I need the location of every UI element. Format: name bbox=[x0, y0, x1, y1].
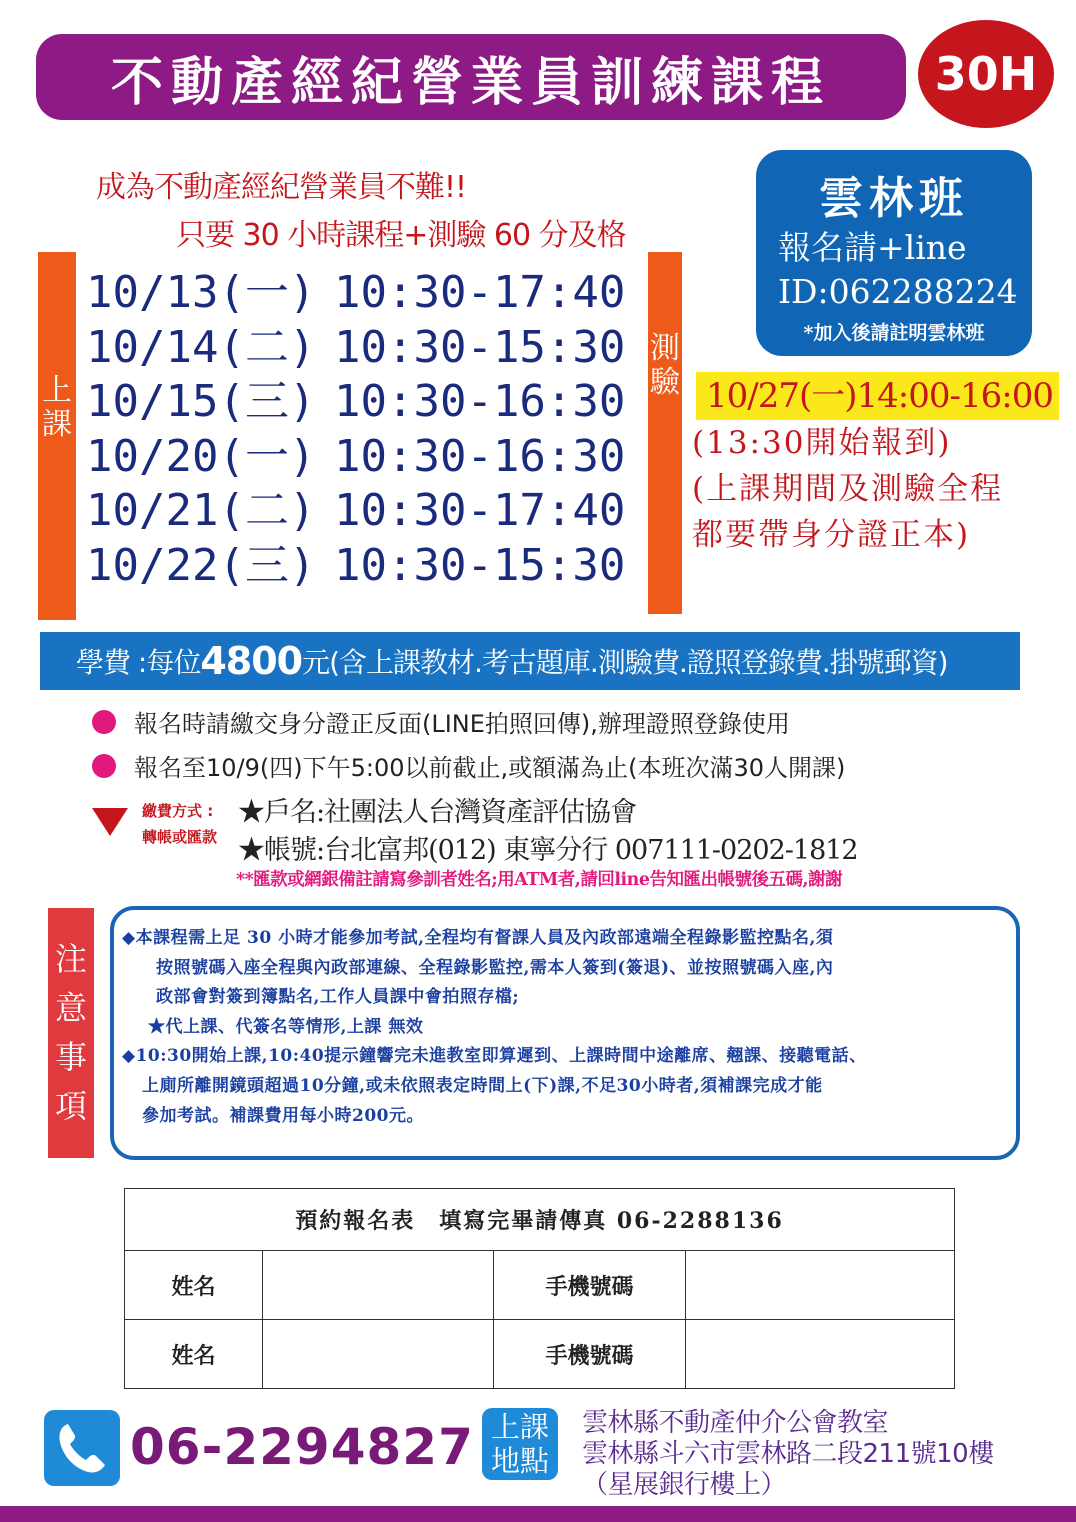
schedule-row bbox=[86, 321, 625, 376]
payment-note: **匯款或網銀備註請寫參訓者姓名;用ATM者,請回line告知匯出帳號後五碼,謝謝 bbox=[236, 870, 843, 890]
schedule-time: 10:30-16:30 bbox=[334, 376, 626, 428]
schedule-time: 10:30-17:40 bbox=[334, 267, 626, 318]
bullet-item bbox=[92, 704, 790, 739]
schedule-time: 10:30-15:30 bbox=[334, 539, 626, 591]
class-line-id: ID:062288224 bbox=[778, 272, 1018, 311]
exam-tab-char: 測 bbox=[650, 331, 680, 366]
notice-line: 按照號碼入座全程與內政部連線、全程錄影監控,需本人簽到(簽退)、並按照號碼入座,內 bbox=[156, 957, 834, 978]
location-label-line: 上課 bbox=[490, 1410, 549, 1444]
notice-line: 上廁所離開鏡頭超過10分鐘,或未依照表定時間上(下)課,不足30小時者,須補課完成才能 bbox=[142, 1075, 823, 1096]
name-label: 姓名 bbox=[125, 1251, 263, 1320]
registration-form bbox=[124, 1188, 955, 1389]
schedule-time: 10:30-17:40 bbox=[334, 485, 626, 537]
contact-phone: 06-2294827 bbox=[130, 1418, 474, 1476]
schedule-date: 10/15(三) bbox=[86, 376, 316, 428]
notice-line: ◆本課程需上足 30 小時才能參加考試,全程均有督課人員及內政部遠端全程錄影監控點名,須 bbox=[122, 928, 834, 948]
form-title: 預約報名表 填寫完畢請傳真 06-2288136 bbox=[125, 1189, 955, 1251]
schedule-time: 10:30-16:30 bbox=[334, 430, 626, 482]
name-label: 姓名 bbox=[125, 1320, 263, 1389]
address-line: 雲林縣斗六市雲林路二段211號10樓 bbox=[582, 1439, 994, 1469]
phone-field[interactable] bbox=[686, 1251, 955, 1320]
phone-icon bbox=[44, 1410, 120, 1486]
notice-tab bbox=[48, 908, 94, 1158]
phone-label: 手機號碼 bbox=[494, 1320, 686, 1389]
class-info-box bbox=[756, 150, 1032, 356]
schedule-list bbox=[86, 266, 625, 594]
schedule-row bbox=[86, 375, 625, 430]
class-line-register: 報名請+line bbox=[778, 228, 967, 267]
schedule-row bbox=[86, 430, 625, 485]
notice-line: 參加考試。補課費用每小時200元。 bbox=[142, 1105, 424, 1126]
notice-tab-char: 事 bbox=[54, 1038, 87, 1076]
schedule-date: 10/20(一) bbox=[86, 430, 316, 482]
bullet-item bbox=[92, 748, 845, 783]
phone-label: 手機號碼 bbox=[494, 1251, 686, 1320]
schedule-date: 10/21(二) bbox=[86, 485, 316, 537]
notice-tab-char: 項 bbox=[54, 1087, 87, 1125]
bullet-text: 報名至10/9(四)下午5:00以前截止,或額滿為止(本班次滿30人開課) bbox=[134, 754, 846, 782]
exam-tab bbox=[648, 252, 682, 614]
location-label-box bbox=[482, 1408, 558, 1480]
exam-tab-char: 驗 bbox=[650, 365, 680, 400]
class-tab-char: 課 bbox=[42, 407, 72, 442]
payment-label-1: 繳費方式 : bbox=[142, 802, 214, 820]
title-banner bbox=[36, 34, 906, 120]
intro-line-1: 成為不動產經紀營業員不難!! bbox=[96, 170, 467, 205]
exam-note-line: (13:30開始報到) bbox=[692, 425, 952, 461]
form-row bbox=[125, 1320, 955, 1389]
page-title: 不動產經紀營業員訓練課程 bbox=[110, 51, 831, 113]
triangle-down-icon bbox=[92, 808, 128, 836]
class-name: 雲林班 bbox=[819, 173, 969, 224]
hours-badge: 30H bbox=[918, 20, 1054, 128]
class-tab bbox=[38, 252, 76, 620]
schedule-row bbox=[86, 484, 625, 539]
schedule-date: 10/14(二) bbox=[86, 321, 316, 373]
exam-note-line: 都要帶身分證正本) bbox=[692, 517, 971, 553]
fee-amount: 4800 bbox=[200, 639, 303, 683]
notice-line: 政部會對簽到簿點名,工作人員課中會拍照存檔; bbox=[156, 987, 520, 1008]
notice-tab-char: 注 bbox=[54, 940, 87, 978]
account-name: ★戶名:社團法人台灣資產評估協會 bbox=[238, 797, 637, 828]
exam-time: 10/27(一)14:00-16:00 bbox=[696, 372, 1059, 420]
notice-tab-char: 意 bbox=[54, 989, 87, 1027]
phone-field[interactable] bbox=[686, 1320, 955, 1389]
intro-line-2: 只要 30 小時課程+測驗 60 分及格 bbox=[176, 218, 626, 253]
schedule-row bbox=[86, 539, 625, 594]
schedule-row bbox=[86, 266, 625, 321]
name-field[interactable] bbox=[263, 1251, 494, 1320]
account-number: ★帳號:台北富邦(012) 東寧分行 007111-0202-1812 bbox=[238, 835, 858, 866]
location-label-line: 地點 bbox=[490, 1444, 549, 1478]
address-line: （星展銀行樓上） bbox=[582, 1470, 787, 1500]
schedule-date: 10/13(一) bbox=[86, 267, 316, 318]
bullet-text: 報名時請繳交身分證正反面(LINE拍照回傳),辦理證照登錄使用 bbox=[134, 710, 790, 738]
bullet-dot-icon bbox=[92, 754, 116, 778]
notice-line: ◆10:30開始上課,10:40提示鐘響完未進教室即算遲到、上課時間中途離席、翹課、接聽電話、 bbox=[122, 1046, 867, 1067]
schedule-time: 10:30-15:30 bbox=[334, 321, 626, 373]
notice-line: ★代上課、代簽名等情形,上課 無效 bbox=[148, 1016, 424, 1037]
fee-prefix: 學費 :每位 bbox=[76, 646, 201, 679]
class-note: *加入後請註明雲林班 bbox=[803, 322, 985, 344]
schedule-date: 10/22(三) bbox=[86, 539, 316, 591]
form-row bbox=[125, 1251, 955, 1320]
name-field[interactable] bbox=[263, 1320, 494, 1389]
bottom-bar bbox=[0, 1506, 1076, 1522]
bullet-dot-icon bbox=[92, 710, 116, 734]
class-tab-char: 上 bbox=[42, 373, 72, 408]
exam-notes bbox=[692, 420, 1003, 558]
address-line: 雲林縣不動產仲介公會教室 bbox=[582, 1408, 889, 1438]
payment-label-2: 轉帳或匯款 bbox=[142, 828, 218, 846]
phone-handset-icon bbox=[44, 1410, 120, 1486]
exam-note-line: (上課期間及測驗全程 bbox=[692, 471, 1004, 507]
notice-box bbox=[110, 906, 1020, 1160]
fee-suffix: 元(含上課教材.考古題庫.測驗費.證照登錄費.掛號郵資) bbox=[302, 646, 948, 679]
fee-bar bbox=[40, 632, 1020, 690]
